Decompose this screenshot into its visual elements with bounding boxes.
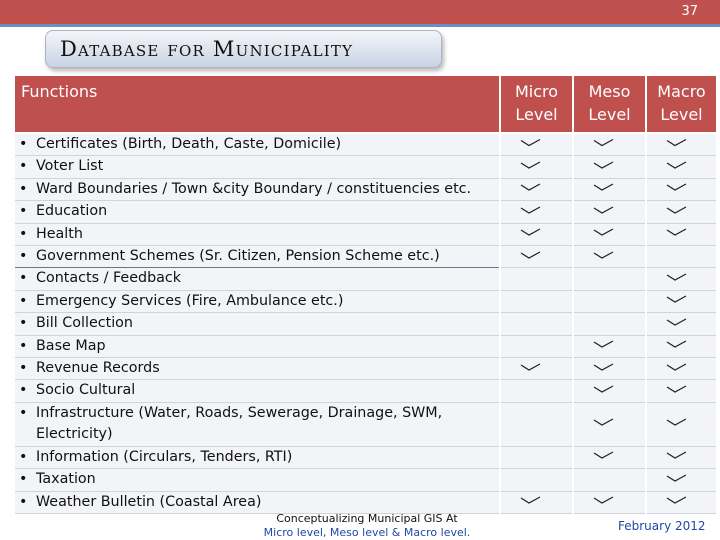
micro-level-cell bbox=[500, 246, 573, 268]
slide-top-accent-line bbox=[0, 24, 720, 27]
function-cell bbox=[15, 133, 500, 156]
meso-level-cell bbox=[573, 402, 646, 446]
bullet-icon: • bbox=[19, 203, 28, 220]
function-label-continued: Electricity) bbox=[36, 426, 113, 443]
function-label: Revenue Records bbox=[36, 360, 160, 377]
micro-level-cell bbox=[500, 335, 573, 357]
title-banner bbox=[45, 30, 442, 68]
table-row bbox=[15, 268, 716, 290]
macro-level-cell bbox=[646, 156, 716, 178]
meso-level-cell bbox=[573, 223, 646, 245]
micro-level-cell bbox=[500, 156, 573, 178]
table-row bbox=[15, 402, 716, 446]
table-row bbox=[15, 358, 716, 380]
slide-title: Database for Municipality bbox=[60, 37, 354, 61]
bullet-icon: • bbox=[19, 404, 28, 421]
meso-level-cell bbox=[573, 335, 646, 357]
table-row bbox=[15, 446, 716, 468]
bullet-icon: • bbox=[19, 180, 28, 197]
table-row bbox=[15, 290, 716, 312]
function-label: Infrastructure (Water, Roads, Sewerage, Drainage, SWM, bbox=[36, 404, 443, 421]
footer-caption-sub: Micro level, Meso level & Macro level. bbox=[263, 526, 471, 539]
meso-level-cell bbox=[573, 268, 646, 290]
micro-level-cell bbox=[500, 201, 573, 223]
macro-level-cell bbox=[646, 133, 716, 156]
table-row bbox=[15, 246, 716, 268]
macro-level-cell bbox=[646, 178, 716, 200]
function-cell bbox=[15, 335, 500, 357]
macro-level-cell bbox=[646, 335, 716, 357]
function-cell bbox=[15, 358, 500, 380]
meso-level-cell bbox=[573, 313, 646, 335]
meso-level-cell bbox=[573, 446, 646, 468]
function-label: Government Schemes (Sr. Citizen, Pension Scheme etc.) bbox=[36, 248, 440, 265]
micro-level-cell bbox=[500, 358, 573, 380]
function-cell bbox=[15, 246, 500, 268]
table-row bbox=[15, 156, 716, 178]
bullet-icon: • bbox=[19, 225, 28, 242]
macro-level-cell bbox=[646, 246, 716, 268]
macro-level-cell bbox=[646, 290, 716, 312]
function-cell bbox=[15, 491, 500, 513]
macro-level-cell bbox=[646, 446, 716, 468]
micro-level-cell bbox=[500, 380, 573, 402]
function-cell bbox=[15, 178, 500, 200]
function-cell bbox=[15, 469, 500, 491]
header-meso-level: Meso Level bbox=[573, 76, 646, 133]
functions-table bbox=[15, 76, 716, 514]
bullet-icon: • bbox=[19, 360, 28, 377]
function-label: Ward Boundaries / Town &city Boundary / constituencies etc. bbox=[36, 180, 472, 197]
function-cell bbox=[15, 313, 500, 335]
table-row bbox=[15, 223, 716, 245]
footer-caption: Conceptualizing Municipal GIS At bbox=[276, 512, 458, 525]
macro-level-cell bbox=[646, 402, 716, 446]
micro-level-cell bbox=[500, 491, 573, 513]
function-label: Certificates (Birth, Death, Caste, Domicile) bbox=[36, 136, 342, 152]
bullet-icon: • bbox=[19, 136, 28, 152]
function-label: Voter List bbox=[36, 158, 104, 175]
table-row bbox=[15, 335, 716, 357]
micro-level-cell bbox=[500, 290, 573, 312]
micro-level-cell bbox=[500, 223, 573, 245]
bullet-icon: • bbox=[19, 448, 28, 465]
bullet-icon: • bbox=[19, 248, 28, 265]
function-cell bbox=[15, 156, 500, 178]
micro-level-cell bbox=[500, 402, 573, 446]
function-cell bbox=[15, 402, 500, 446]
bullet-icon: • bbox=[19, 292, 28, 309]
function-label: Weather Bulletin (Coastal Area) bbox=[36, 493, 262, 510]
micro-level-cell bbox=[500, 133, 573, 156]
function-label: Socio Cultural bbox=[36, 382, 136, 399]
micro-level-cell bbox=[500, 313, 573, 335]
function-label: Taxation bbox=[36, 471, 96, 488]
bullet-icon: • bbox=[19, 158, 28, 175]
function-label: Base Map bbox=[36, 337, 106, 354]
macro-level-cell bbox=[646, 491, 716, 513]
function-cell bbox=[15, 380, 500, 402]
table-row bbox=[15, 380, 716, 402]
meso-level-cell bbox=[573, 469, 646, 491]
micro-level-cell bbox=[500, 268, 573, 290]
footer-date: February 2012 bbox=[618, 519, 706, 533]
meso-level-cell bbox=[573, 246, 646, 268]
bullet-icon: • bbox=[19, 337, 28, 354]
macro-level-cell bbox=[646, 313, 716, 335]
meso-level-cell bbox=[573, 491, 646, 513]
meso-level-cell bbox=[573, 290, 646, 312]
header-functions: Functions bbox=[15, 76, 500, 133]
bullet-icon: • bbox=[19, 382, 28, 399]
function-label: Emergency Services (Fire, Ambulance etc.) bbox=[36, 292, 344, 309]
macro-level-cell bbox=[646, 380, 716, 402]
table-row bbox=[15, 469, 716, 491]
table-row bbox=[15, 313, 716, 335]
meso-level-cell bbox=[573, 380, 646, 402]
slide-top-bar bbox=[0, 0, 720, 24]
macro-level-cell bbox=[646, 469, 716, 491]
function-cell bbox=[15, 201, 500, 223]
function-label: Education bbox=[36, 203, 108, 220]
table-row bbox=[15, 178, 716, 200]
micro-level-cell bbox=[500, 446, 573, 468]
function-label: Information (Circulars, Tenders, RTI) bbox=[36, 448, 293, 465]
function-cell bbox=[15, 446, 500, 468]
macro-level-cell bbox=[646, 201, 716, 223]
macro-level-cell bbox=[646, 358, 716, 380]
meso-level-cell bbox=[573, 133, 646, 156]
table-row bbox=[15, 133, 716, 156]
header-micro-level: Micro Level bbox=[500, 76, 573, 133]
table-header-row bbox=[15, 76, 716, 133]
bullet-icon: • bbox=[19, 471, 28, 488]
function-cell bbox=[15, 268, 500, 290]
bullet-icon: • bbox=[19, 493, 28, 510]
meso-level-cell bbox=[573, 358, 646, 380]
meso-level-cell bbox=[573, 201, 646, 223]
function-label: Bill Collection bbox=[36, 315, 133, 332]
micro-level-cell bbox=[500, 469, 573, 491]
slide-number: 37 bbox=[681, 4, 698, 19]
macro-level-cell bbox=[646, 223, 716, 245]
table-row bbox=[15, 201, 716, 223]
function-cell bbox=[15, 223, 500, 245]
header-macro-level: Macro Level bbox=[646, 76, 716, 133]
function-label: Contacts / Feedback bbox=[36, 270, 182, 287]
macro-level-cell bbox=[646, 268, 716, 290]
function-label: Health bbox=[36, 225, 83, 242]
meso-level-cell bbox=[573, 156, 646, 178]
bullet-icon: • bbox=[19, 270, 28, 287]
bullet-icon: • bbox=[19, 315, 28, 332]
micro-level-cell bbox=[500, 178, 573, 200]
meso-level-cell bbox=[573, 178, 646, 200]
table-row bbox=[15, 491, 716, 513]
function-cell bbox=[15, 290, 500, 312]
